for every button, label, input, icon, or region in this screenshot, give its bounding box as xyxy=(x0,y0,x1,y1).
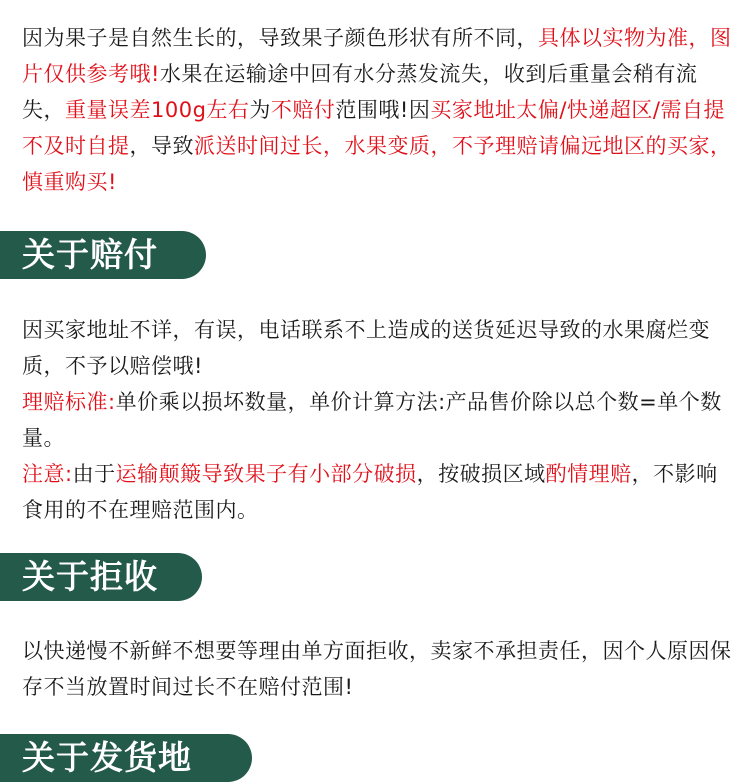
intro-highlight-actual-product: 具体以实物为准，图片仅供参考哦! xyxy=(22,26,732,86)
compensation-note-label: 注意: xyxy=(22,462,73,486)
intro-text-9: ，导致 xyxy=(129,134,194,158)
compensation-note-text-3: ，按破损区域 xyxy=(416,462,546,486)
intro-text-1: 因为果子是自然生长的，导致果子颜色形状有所不同， xyxy=(22,26,538,50)
intro-text-7: 范围哦!因 xyxy=(335,98,431,122)
intro-text-3: 水果在运输途中回有水分蒸发流失，收到后重量会稍有流失， xyxy=(22,62,698,122)
intro-highlight-delivery-time: 派送时间过长，水果变质，不予理赔请偏远地区的买家，慎重购买! xyxy=(22,134,732,194)
compensation-standard-label: 理赔标准: xyxy=(22,390,116,414)
section-title-shipping: 关于发货地 xyxy=(0,734,252,782)
intro-text-5: 为 xyxy=(249,98,271,122)
compensation-standard xyxy=(22,384,734,456)
rejection-paragraph: 以快递慢不新鲜不想要等理由单方面拒收，卖家不承担责任，因个人原因保存不当放置时间过长不在赔付范围! xyxy=(22,639,732,699)
compensation-standard-text: 单价乘以损坏数量，单价计算方法:产品售价除以总个数=单个数量。 xyxy=(22,390,722,450)
compensation-note-text-5: ，不影响食用的不在理赔范围内。 xyxy=(22,462,718,522)
compensation-note-highlight-damage: 运输颠簸导致果子有小部分破损 xyxy=(115,462,417,486)
compensation-line-address: 因买家地址不详，有误，电话联系不上造成的送货延迟导致的水果腐烂变质，不予以赔偿哦! xyxy=(22,318,710,378)
intro-paragraph xyxy=(22,20,734,200)
compensation-note-highlight-discretion: 酌情理赔 xyxy=(545,462,632,486)
intro-highlight-remote-address: 买家地址太偏/快递超区/需自提不及时自提 xyxy=(22,98,725,158)
section-title-rejection: 关于拒收 xyxy=(0,553,202,601)
section-title-compensation: 关于赔付 xyxy=(0,231,206,279)
intro-highlight-weight-error: 重量误差100g左右 xyxy=(65,98,250,122)
compensation-note-text-1: 由于 xyxy=(72,462,116,486)
intro-highlight-no-compensation: 不赔付 xyxy=(270,98,336,122)
compensation-section xyxy=(22,312,734,528)
compensation-note xyxy=(22,456,734,528)
